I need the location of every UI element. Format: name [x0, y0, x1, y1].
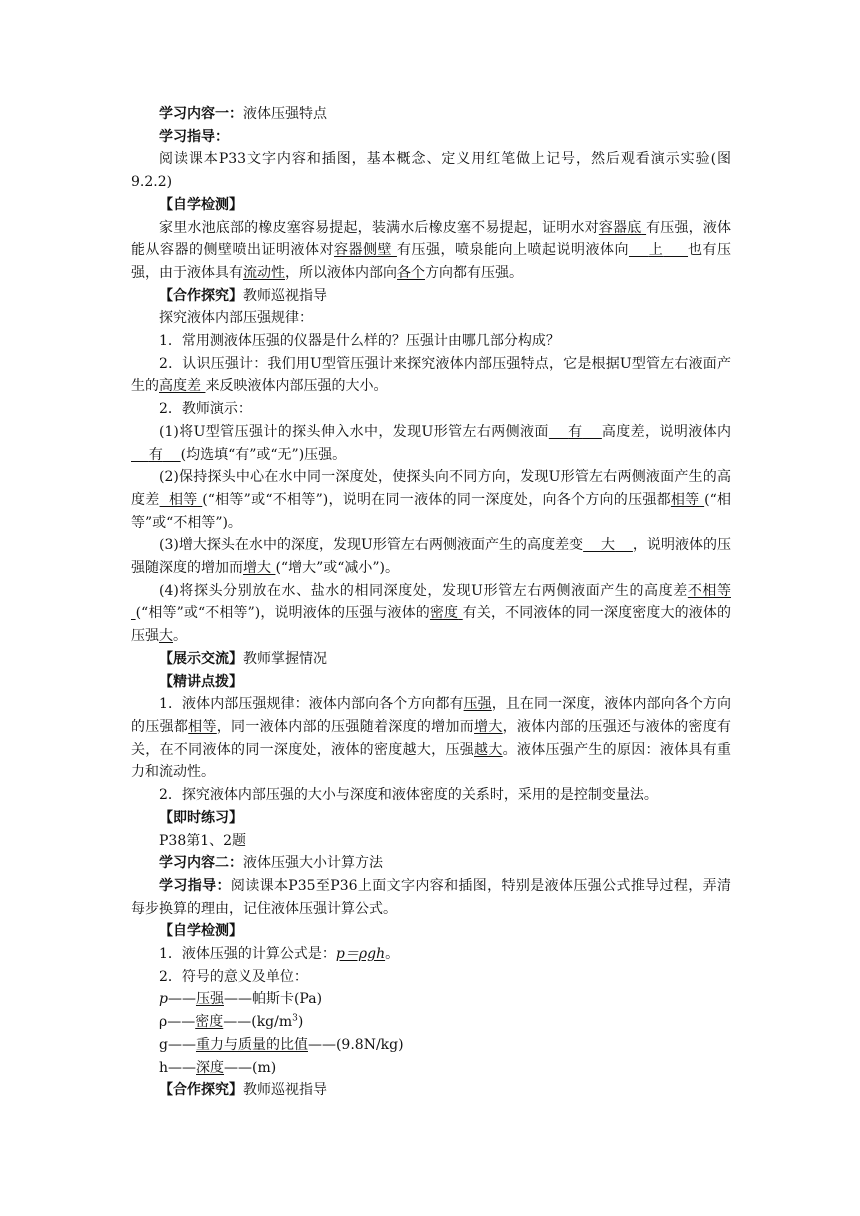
answer: 上 — [648, 242, 664, 259]
symbol-row-rho: ρ——密度$——(kg/m^3)$ — [159, 1013, 304, 1031]
key-point-2: 2．探究液体内部压强的大小与深度和液体密度的关系时，采用的是控制变量法。 — [159, 787, 658, 804]
answer: 大 — [601, 537, 616, 554]
section-title: 液体压强大小计算方法 — [243, 855, 383, 872]
answer: 容器侧壁 — [334, 242, 392, 259]
explore-title: 探究液体内部压强规律： — [159, 310, 313, 327]
section1-guide-text: 阅读课本P33文字内容和插图，基本概念、定义用红笔做上记号，然后观看演示实验(图9.2.2) — [131, 151, 731, 191]
answer: 密度 — [429, 605, 459, 622]
answer: 不相等 — [687, 582, 731, 599]
answer: 流动性 — [243, 264, 285, 281]
guide-label: 学习指导： — [159, 128, 229, 145]
practice-text: P38第1、2题 — [159, 832, 247, 849]
answer: 高度差 — [159, 378, 201, 395]
demo-item-2: (2)保持探头中心在水中同一深度处，使探头向不同方向，发现U形管左右两侧液面产生的高度差 相等 (“相等”或“不相等”)，说明在同一液体的同一深度处，向各个方向的压强都相等 (“相等”或“不相等”)。 — [131, 469, 732, 531]
answer: 有 — [148, 446, 163, 463]
demo-title: 2．教师演示： — [159, 401, 252, 418]
question-1: 1．常用测液体压强的仪器是什么样的？压强计由哪几部分构成？ — [159, 333, 560, 350]
key-point-1: 1．液体内部压强规律：液体内部向各个方向都有压强，且在同一深度，液体内部向各个方向的压强都相等，同一液体内部的压强随着深度的增加而增大，液体内部的压强还与液体的密度有关，在不同液体的同一深度处，液体的密度越大，压强越大。液体压强产生的原因：液体具有重力和流动性。 — [131, 696, 732, 781]
coop-heading-2: 【合作探究】教师巡视指导 — [159, 1082, 327, 1099]
answer: 大 — [159, 628, 173, 645]
document-page — [131, 103, 731, 1102]
section2-guide: 学习指导：阅读课本P35至P36上面文字内容和插图，特别是液体压强公式推导过程，弄清每步换算的理由，记住液体压强计算公式。 — [131, 877, 732, 917]
self-check-heading: 【自学检测】 — [159, 196, 243, 213]
section-label: 学习内容二： — [159, 855, 243, 872]
answer: 压强 — [463, 696, 492, 713]
section1-title — [131, 103, 731, 126]
coop-heading: 【合作探究】教师巡视指导 — [159, 287, 327, 304]
self-check-paragraph: 家里水池底部的橡皮塞容易提起，装满水后橡皮塞不易提起，证明水对容器底 有压强，液体能从容器的侧壁喷出证明液体对容器侧壁 有压强，喷泉能向上喷起说明液体向 上 也有压强，由于液体具有流动性，所以液体内部向各个方向都有压强。 — [131, 219, 732, 281]
demo-item-3: (3)增大探头在水中的深度，发现U形管左右两侧液面产生的高度差变 大 ，说明液体的压强随深度的增加而增大 (“增大”或“减小”)。 — [131, 537, 732, 577]
key-points-heading: 【精讲点拨】 — [159, 673, 243, 690]
practice-heading: 【即时练习】 — [159, 809, 243, 826]
answer: 越大 — [474, 741, 503, 758]
symbol-row-h: h——深度——(m) — [159, 1059, 277, 1076]
answer: 各个 — [397, 264, 425, 281]
demo-item-4: (4)将探头分别放在水、盐水的相同深度处，发现U形管左右两侧液面产生的高度差不相等 (“相等”或“不相等”)，说明液体的压强与液体的密度 有关，不同液体的同一深度密度大的液体的压强大。 — [131, 582, 732, 645]
answer: 容器底 — [598, 219, 642, 236]
show-heading: 【展示交流】教师掌握情况 — [159, 650, 327, 667]
formula-line: 1．液体压强的计算公式是：p＝ρgh。 — [159, 946, 400, 963]
answer: 相等 — [188, 718, 217, 735]
answer: 增大 — [474, 718, 503, 735]
demo-item-1: (1)将U型管压强计的探头伸入水中，发现U形管左右两侧液面 有 高度差，说明液体内 有 (均选填“有”或“无”)压强。 — [148, 423, 731, 463]
answer: 增大 — [243, 560, 271, 577]
section-label: 学习内容一： — [159, 106, 243, 122]
self-check-heading-2: 【自学检测】 — [159, 923, 243, 940]
section2-title — [131, 852, 731, 875]
answer: 相等 — [168, 491, 198, 508]
section1-guide-label — [131, 126, 731, 149]
question-2: 2．认识压强计：我们用U型管压强计来探究液体内部压强特点，它是根据U型管左右液面产生的高度差 来反映液体内部压强的大小。 — [131, 355, 731, 395]
symbol-row-p: p——压强——帕斯卡(Pa) — [159, 991, 323, 1008]
symbol-row-g: g——重力与质量的比值——(9.8N/kg) — [159, 1036, 404, 1053]
formula-answer: p＝ρgh — [335, 946, 386, 963]
answer: 有 — [568, 423, 583, 440]
answer: 相等 — [670, 491, 700, 508]
symbols-title: 2．符号的意义及单位： — [159, 968, 308, 985]
section-title: 液体压强特点 — [243, 106, 327, 122]
